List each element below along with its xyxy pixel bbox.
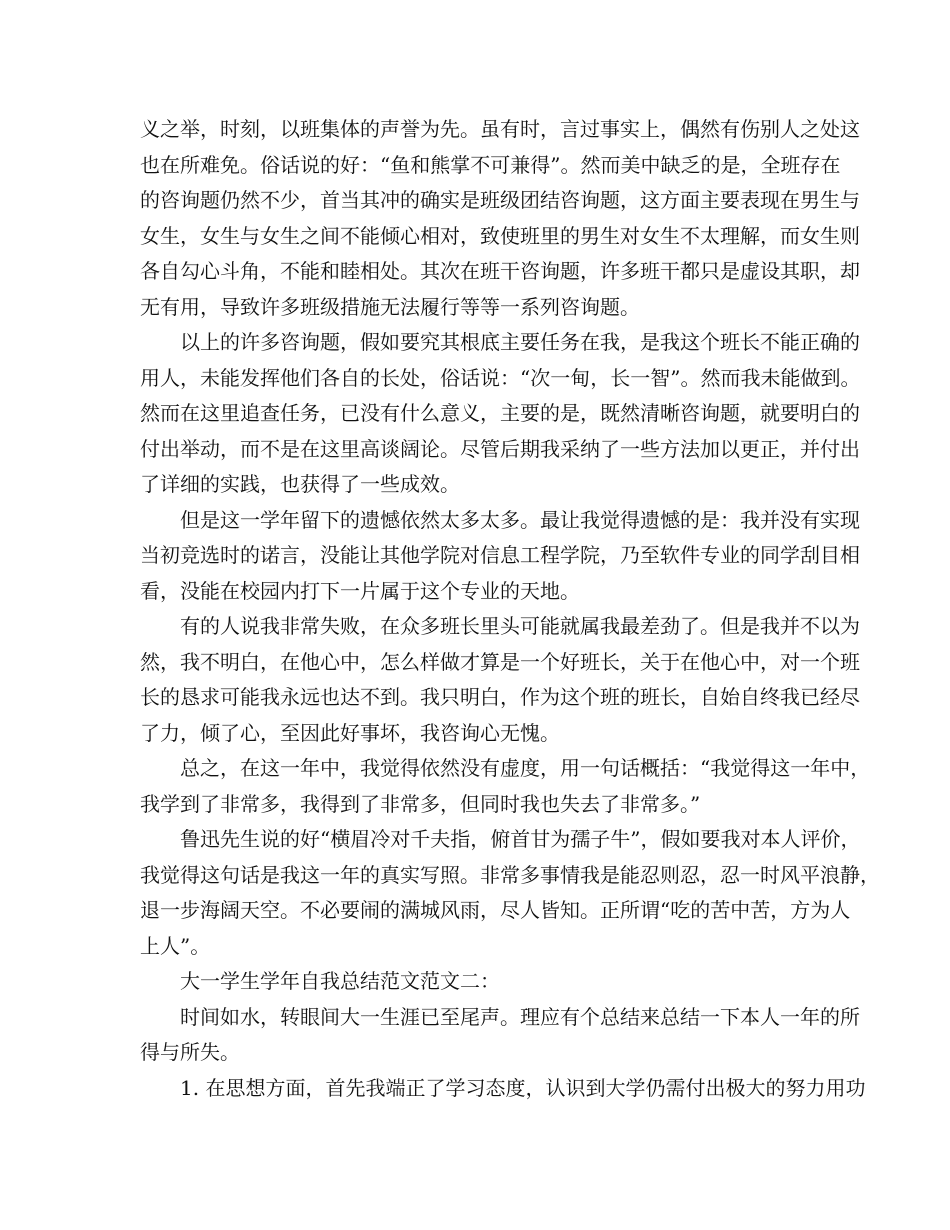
- text-line: 得与所失。: [140, 1040, 240, 1064]
- text-line: 无有用，导致许多班级措施无法履行等等一系列咨询题。: [140, 294, 640, 319]
- text-line: 当初竞选时的诺言，没能让其他学院对信息工程学院，乃至软件专业的同学刮目相: [140, 543, 860, 567]
- text-line: 各自勾心斗角，不能和睦相处。其次在班干咨询题，许多班干都只是虚设其职，却: [140, 259, 860, 283]
- text-line: 大一学生学年自我总结范文范文二：: [180, 969, 500, 993]
- paragraph-4: [140, 609, 860, 751]
- text-line: 1. 在思想方面，首先我端正了学习态度，认识到大学仍需付出极大的努力用功: [180, 1075, 866, 1100]
- text-line: 但是这一学年留下的遗憾依然太多太多。最让我觉得遗憾的是：我并没有实现: [180, 507, 860, 532]
- text-line: 上人”。: [140, 933, 211, 958]
- text-line: 付出举动，而不是在这里高谈阔论。尽管后期我采纳了一些方法加以更正，并付出: [140, 436, 860, 461]
- text-line: 看，没能在校园内打下一片属于这个专业的天地。: [140, 578, 580, 603]
- text-line: 我学到了非常多，我得到了非常多，但同时我也失去了非常多。”: [140, 791, 701, 816]
- paragraph-6: [140, 822, 880, 964]
- document-body: [140, 112, 880, 1106]
- text-line: 也在所难免。俗话说的好：“鱼和熊掌不可兼得”。然而美中缺乏的是，全班存在: [140, 152, 841, 177]
- section-heading: [140, 964, 820, 1000]
- text-line: 退一步海阔天空。不必要闹的满城风雨，尽人皆知。正所谓“吃的苦中苦，方为人: [140, 898, 851, 922]
- text-line: 鲁迅先生说的好“横眉冷对千夫指，俯首甘为孺子牛”，假如要我对本人评价，: [180, 827, 861, 851]
- text-line: 女生，女生与女生之间不能倾心相对，致使班里的男生对女生不太理解，而女生则: [140, 223, 860, 248]
- text-line: 以上的许多咨询题，假如要究其根底主要任务在我，是我这个班长不能正确的: [180, 330, 860, 354]
- text-line: 用人，未能发挥他们各自的长处，俗话说：“次一甸，长一智”。然而我未能做到。: [140, 365, 861, 390]
- text-line: 我觉得这句话是我这一年的真实写照。非常多事情我是能忍则忍，忍一时风平浪静，: [140, 862, 880, 887]
- text-line: 然，我不明白，在他心中，怎么样做才算是一个好班长，关于在他心中，对一个班: [140, 649, 860, 674]
- text-line: 时间如水，转眼间大一生涯已至尾声。理应有个总结来总结一下本人一年的所: [180, 1004, 860, 1029]
- text-line: 有的人说我非常失败，在众多班长里头可能就属我最差劲了。但是我并不以为: [180, 614, 860, 638]
- text-line: 长的恳求可能我永远也达不到。我只明白，作为这个班的班长，自始自终我已经尽: [140, 685, 860, 709]
- paragraph-5: [140, 751, 871, 822]
- paragraph-1: [140, 112, 860, 325]
- numbered-paragraph-1: [140, 1071, 866, 1107]
- paragraph-7: [140, 1000, 860, 1071]
- text-line: 然而在这里追查任务，已没有什么意义，主要的是，既然清晰咨询题，就要明白的: [140, 401, 860, 425]
- text-line: 了力，倾了心，至因此好事坏，我咨询心无愧。: [140, 720, 560, 745]
- text-line: 总之，在这一年中，我觉得依然没有虚度，用一句话概括：“我觉得这一年中，: [180, 756, 871, 780]
- paragraph-3: [140, 503, 860, 610]
- text-line: 了详细的实践，也获得了一些成效。: [140, 472, 460, 496]
- paragraph-2: [140, 325, 861, 503]
- text-line: 义之举，时刻，以班集体的声誉为先。虽有时，言过事实上，偶然有伤别人之处这: [140, 117, 860, 141]
- text-line: 的咨询题仍然不少，首当其冲的确实是班级团结咨询题，这方面主要表现在男生与: [140, 188, 860, 212]
